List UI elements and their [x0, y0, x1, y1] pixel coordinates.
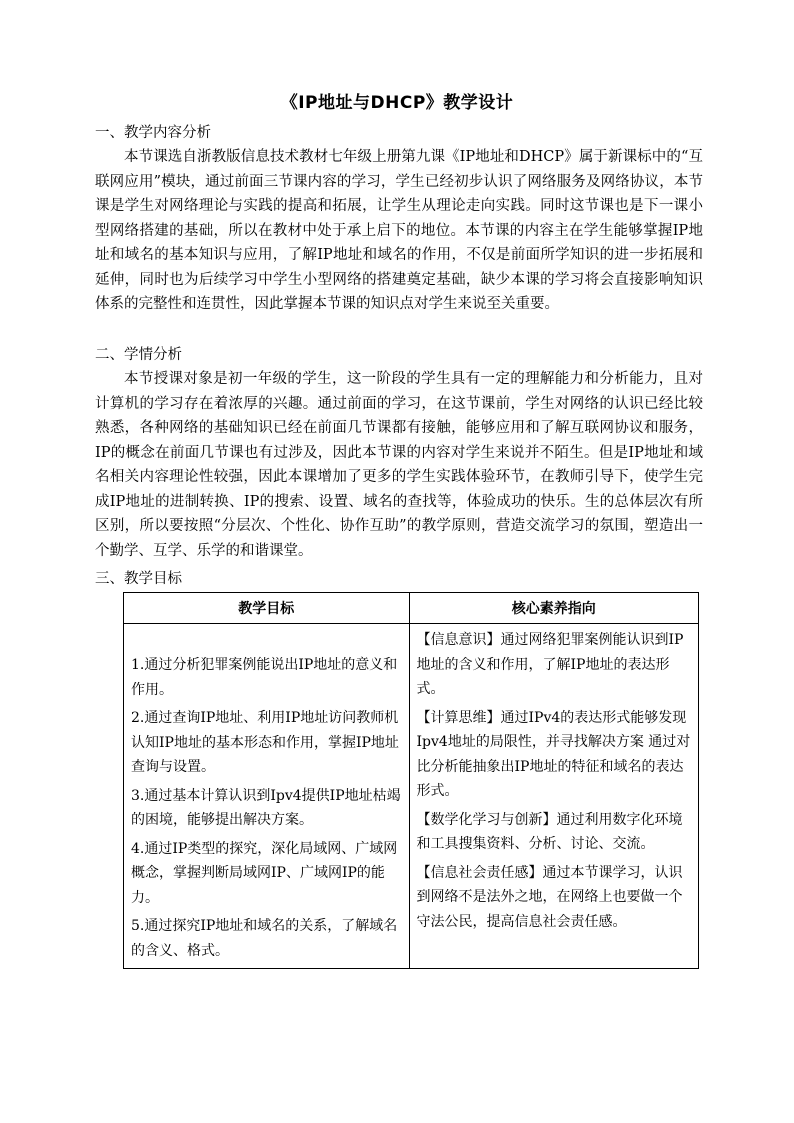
competency-tag: 【信息意识】: [416, 632, 501, 648]
competency-tag: 【数学化学习与创新】: [416, 811, 557, 828]
goals-cell: [124, 624, 410, 969]
goals-column-header: 教学目标: [124, 593, 410, 624]
competency-text: 通过IPv4的表达形式能够发现Ipv4地址的局限性，并寻找解决方案 通过对比分析能抽象出IP地址的特征和域名的表达形式。: [416, 709, 691, 799]
section-heading-teaching-goals: 三、教学目标: [95, 571, 182, 587]
competency-tag: 【计算思维】: [416, 709, 501, 726]
competency-cell: [409, 624, 698, 969]
goal-item: 5.通过探究IP地址和域名的关系，了解域名的含义、格式。: [131, 918, 398, 959]
paragraph-learner-analysis: 本节授课对象是初一年级的学生，这一阶段的学生具有一定的理解能力和分析能力，且对计算机的学习存在着浓厚的兴趣。通过前面的学习，在这节课前，学生对网络的认识已经比较熟悉，各种网络的基础知识已经在前面几节课都有接触，能够应用和了解互联网协议和服务，IP的概念在前面几节课也有过涉及，因此本节课的内容对学生来说并不陌生。但是IP地址和域名相关内容理论性较强，因此本课增加了更多的学生实践体验环节，在教师引导下，使学生完成IP地址的进制转换、IP的搜索、设置、域名的查找等，体验成功的快乐。生的总体层次有所区别，所以要按照“分层次、个性化、协作互助”的教学原则，营造交流学习的氛围，塑造出一个勤学、互学、乐学的和谐课堂。: [95, 371, 703, 559]
goal-item: 3.通过基本计算认识到Ipv4提供IP地址枯竭的困境，能够提出解决方案。: [131, 787, 401, 828]
competency-text: 通过网络犯罪案例能认识到IP地址的含义和作用，了解IP地址的表达形式。: [416, 632, 684, 697]
competency-item: [417, 861, 693, 935]
goal-item: 1.通过分析犯罪案例能说出IP地址的意义和作用。: [131, 657, 398, 698]
competency-text: 通过利用数字化环境和工具搜集资料、分析、讨论、交流。: [416, 811, 683, 852]
competency-item: [417, 628, 693, 702]
goal-item: 4.通过IP类型的探究，深化局域网、广域网概念，掌握判断局域网IP、广域网IP的能力。: [131, 840, 398, 906]
document-title: 《IP地址与DHCP》教学设计: [280, 93, 514, 113]
section-heading-learner-analysis: 二、学情分析: [95, 347, 182, 363]
competency-item: [417, 706, 693, 804]
competency-column-header: 核心素养指向: [409, 593, 698, 624]
goals-table: [123, 592, 699, 969]
competency-text: 通过本节课学习，认识到网络不是法外之地，在网络上也要做一个守法公民，提高信息社会责任感。: [416, 864, 683, 930]
paragraph-content-analysis: 本节课选自浙教版信息技术教材七年级上册第九课《IP地址和DHCP》属于新课标中的“互联网应用”模块，通过前面三节课内容的学习，学生已经初步认识了网络服务及网络协议，本节课是学生对网络理论与实践的提高和拓展，让学生从理论走向实践。同时这节课也是下一课小型网络搭建的基础，所以在教材中处于承上启下的地位。本节课的内容主在学生能够掌握IP地址和域名的基本知识与应用，了解IP地址和域名的作用，不仅是前面所学知识的进一步拓展和延伸，同时也为后续学习中学生小型网络的搭建奠定基础，缺少本课的学习将会直接影响知识体系的完整性和连贯性，因此掌握本节课的知识点对学生来说至关重要。: [95, 149, 703, 312]
goals-table-row: [124, 624, 699, 969]
section-heading-content-analysis: 一、教学内容分析: [95, 125, 211, 141]
goals-table-header-row: [124, 593, 699, 624]
competency-tag: 【信息社会责任感】: [416, 864, 543, 881]
goal-item: 2.通过查询IP地址、利用IP地址访问教师机认知IP地址的基本形态和作用，掌握IP地址查询与设置。: [131, 710, 399, 775]
competency-item: [417, 808, 693, 857]
